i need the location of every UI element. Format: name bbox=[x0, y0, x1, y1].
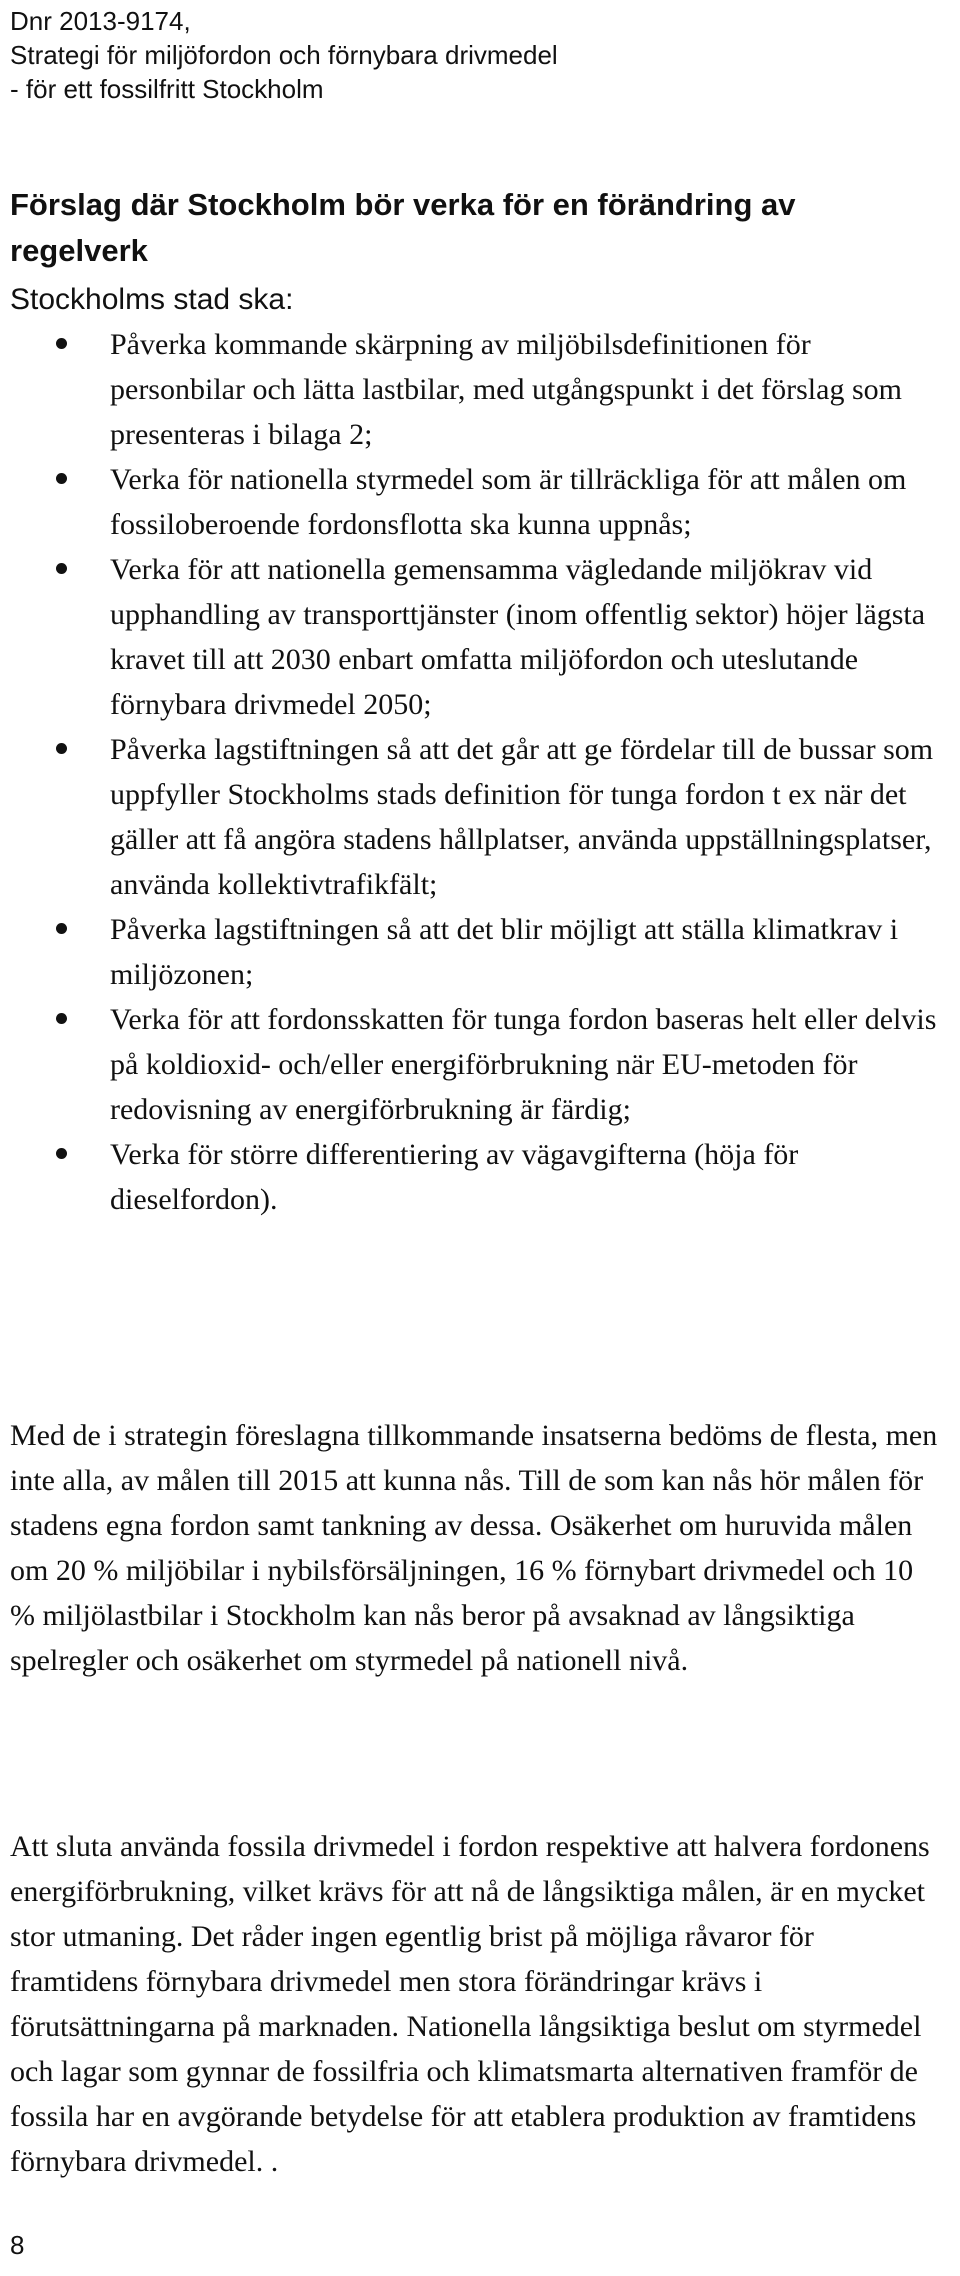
list-item-text: Verka för att fordonsskatten för tunga fordon baseras helt eller delvis på koldioxid- och/eller energiförbrukning när EU-metoden för redovisning av energiförbrukning är färdig; bbox=[110, 1003, 937, 1126]
bullet-icon bbox=[56, 563, 67, 574]
list-item-text: Påverka lagstiftningen så att det blir möjligt att ställa klimatkrav i miljözonen; bbox=[110, 913, 899, 991]
body-paragraph: Med de i strategin föreslagna tillkommande insatserna bedöms de flesta, men inte alla, av målen till 2015 att kunna nås. Till de som kan nås hör målen för stadens egna fordon samt tankning av dessa. Osäkerhet om huruvida målen om 20 % miljöbilar i nybilsförsäljningen, 16 % förnybart drivmedel och 10 % miljölastbilar i Stockholm kan nås beror på avsaknad av långsiktiga spelregler och osäkerhet om styrmedel på nationell nivå. bbox=[10, 1419, 938, 1677]
intro-text: Stockholms stad ska: bbox=[10, 283, 294, 316]
header-title: Strategi för miljöfordon och förnybara drivmedel bbox=[10, 40, 558, 70]
list-item bbox=[0, 1132, 940, 1222]
list-item-text: Påverka kommande skärpning av miljöbilsdefinitionen för personbilar och lätta lastbilar, med utgångspunkt i det förslag som presenteras i bilaga 2; bbox=[110, 328, 902, 451]
proposal-list bbox=[0, 322, 940, 1222]
header-subtitle: - för ett fossilfritt Stockholm bbox=[10, 74, 324, 104]
section-title: Förslag där Stockholm bör verka för en förändring av regelverk bbox=[10, 187, 796, 268]
document-header bbox=[10, 4, 558, 106]
header-reference: Dnr 2013-9174, bbox=[10, 6, 191, 36]
list-item-text: Påverka lagstiftningen så att det går att ge fördelar till de bussar som uppfyller Stockholms stads definition för tunga fordon t ex när det gäller att få angöra stadens hållplatser, använda uppställningsplatser, använda kollektivtrafikfält; bbox=[110, 733, 934, 901]
bullet-icon bbox=[56, 1148, 67, 1159]
list-item bbox=[0, 547, 940, 727]
body-paragraph: Att sluta använda fossila drivmedel i fordon respektive att halvera fordonens energiförbrukning, vilket krävs för att nå de långsiktiga målen, är en mycket stor utmaning. Det råder ingen egentlig brist på möjliga råvaror för framtidens förnybara drivmedel men stora förändringar krävs i förutsättningarna på marknaden. Nationella långsiktiga beslut om styrmedel och lagar som gynnar de fossilfria och klimatsmarta alternativen framför de fossila har en avgörande betydelse för att etablera produktion av framtidens förnybara drivmedel. . bbox=[10, 1830, 930, 2178]
page-number: 8 bbox=[10, 2230, 25, 2260]
list-item bbox=[0, 322, 940, 457]
bullet-icon bbox=[56, 473, 67, 484]
list-item-text: Verka för att nationella gemensamma vägledande miljökrav vid upphandling av transporttjänster (inom offentlig sektor) höjer lägsta kravet till att 2030 enbart omfatta miljöfordon och uteslutande förnybara drivmedel 2050; bbox=[110, 553, 926, 721]
list-item bbox=[0, 997, 940, 1132]
list-item bbox=[0, 457, 940, 547]
list-item bbox=[0, 727, 940, 907]
list-item-text: Verka för större differentiering av vägavgifterna (höja för dieselfordon). bbox=[110, 1138, 799, 1216]
bullet-icon bbox=[56, 1013, 67, 1024]
list-item bbox=[0, 907, 940, 997]
bullet-icon bbox=[56, 338, 67, 349]
bullet-icon bbox=[56, 923, 67, 934]
list-item-text: Verka för nationella styrmedel som är tillräckliga för att målen om fossiloberoende fordonsflotta ska kunna uppnås; bbox=[110, 463, 907, 541]
bullet-icon bbox=[56, 743, 67, 754]
